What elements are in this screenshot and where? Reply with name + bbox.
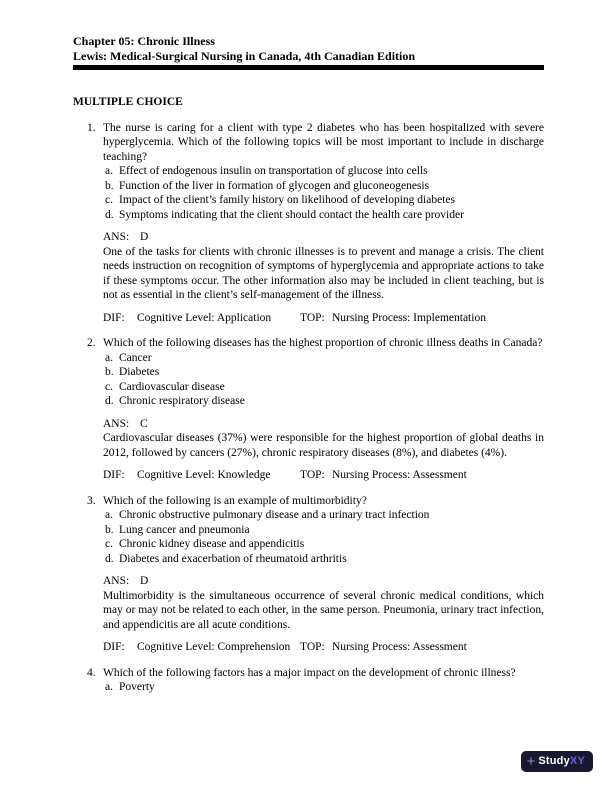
option-text: Effect of endogenous insulin on transportation of glucose into cells	[119, 165, 428, 177]
option-text: Chronic respiratory disease	[119, 395, 245, 407]
option-row	[103, 365, 544, 380]
answer-line	[103, 574, 544, 589]
question-number: 4.	[87, 666, 96, 679]
dif-top-line	[103, 640, 544, 655]
answer-value: D	[140, 231, 149, 243]
section-heading: MULTIPLE CHOICE	[73, 96, 183, 108]
option-row	[103, 164, 544, 179]
question-stem: Which of the following is an example of multimorbidity?	[103, 494, 367, 507]
dif-label: DIF:	[103, 311, 125, 324]
option-letter: b.	[105, 179, 114, 192]
header-rule	[73, 65, 544, 70]
question-stem: The nurse is caring for a client with type 2 diabetes who has been hospitalized with severe hyperglycemia. Which of the following topics will be most important to include in discharge teaching?	[103, 121, 544, 163]
question-stem: Which of the following factors has a major impact on the development of chronic illness?	[103, 666, 516, 679]
option-text: Impact of the client’s family history on likelihood of developing diabetes	[119, 194, 455, 206]
rationale-text: Multimorbidity is the simultaneous occurrence of several chronic medical conditions, which may or may not be related to each other, in the same person. Pneumonia, urinary tract infection, and appendicitis are all acute conditions.	[103, 589, 544, 631]
option-row	[103, 680, 544, 695]
option-letter: a.	[105, 165, 113, 177]
answer-line	[103, 230, 544, 245]
top-label: TOP:	[300, 469, 325, 481]
option-letter: d.	[105, 208, 114, 221]
answer-label: ANS:	[103, 575, 130, 587]
option-text: Diabetes and exacerbation of rheumatoid arthritis	[119, 552, 347, 565]
option-letter: c.	[105, 194, 113, 206]
plus-icon: +	[526, 752, 536, 770]
option-letter: d.	[105, 395, 114, 407]
option-text: Poverty	[119, 681, 155, 693]
option-row	[103, 537, 544, 552]
question-stem: Which of the following diseases has the highest proportion of chronic illness deaths in Canada?	[103, 337, 543, 349]
option-text: Function of the liver in formation of glycogen and gluconeogenesis	[119, 179, 430, 192]
answer-label: ANS:	[103, 417, 130, 430]
option-row	[103, 351, 544, 366]
option-row	[103, 380, 544, 395]
question-3	[73, 494, 544, 655]
dif-top-line	[103, 311, 544, 326]
top-value: Nursing Process: Assessment	[332, 641, 467, 653]
chapter-title: Chapter 05: Chronic Illness	[73, 34, 215, 48]
option-row	[103, 208, 544, 223]
option-letter: d.	[105, 552, 114, 565]
dif-top-line	[103, 468, 544, 483]
answer-line	[103, 417, 544, 432]
question-number: 2.	[87, 337, 96, 349]
dif-value: Cognitive Level: Knowledge	[137, 469, 271, 481]
option-row	[103, 179, 544, 194]
option-text: Diabetes	[119, 366, 160, 378]
option-letter: a.	[105, 681, 113, 693]
option-letter: c.	[105, 538, 113, 550]
question-number: 1.	[87, 121, 96, 134]
option-text: Symptoms indicating that the client should contact the health care provider	[119, 208, 464, 221]
top-label: TOP:	[300, 311, 325, 324]
answer-value: C	[140, 417, 148, 430]
answer-label: ANS:	[103, 231, 130, 243]
option-text: Cardiovascular disease	[119, 380, 225, 393]
option-text: Chronic kidney disease and appendicitis	[119, 538, 305, 550]
option-row	[103, 523, 544, 538]
dif-value: Cognitive Level: Comprehension	[137, 641, 291, 653]
question-4	[73, 666, 544, 695]
page-header	[73, 34, 544, 63]
question-1	[73, 121, 544, 326]
top-value: Nursing Process: Implementation	[332, 311, 486, 324]
answer-value: D	[140, 575, 149, 587]
question-number: 3.	[87, 494, 96, 507]
rationale-text: One of the tasks for clients with chronic illnesses is to prevent and manage a crisis. The client needs instruction on recognition of symptoms of hyperglycemia and appropriate actions to take if these symptoms occur. The other information also may be included in client teaching, but is not as essential in the client’s self-management of the illness.	[103, 245, 544, 301]
brand-xy-text: XY	[569, 755, 585, 768]
option-letter: a.	[105, 351, 113, 364]
question-2	[73, 336, 544, 483]
option-row	[103, 508, 544, 523]
studyxy-badge	[521, 751, 593, 772]
option-text: Chronic obstructive pulmonary disease and a urinary tract infection	[119, 509, 430, 521]
dif-label: DIF:	[103, 469, 125, 481]
rationale-text: Cardiovascular diseases (37%) were responsible for the highest proportion of global deaths in 2012, followed by cancers (27%), chronic respiratory diseases (8%), and diabetes (4%).	[103, 432, 544, 459]
book-title: Lewis: Medical-Surgical Nursing in Canada, 4th Canadian Edition	[73, 48, 416, 63]
option-row	[103, 193, 544, 208]
top-value: Nursing Process: Assessment	[332, 469, 467, 481]
top-label: TOP:	[300, 641, 325, 653]
option-row	[103, 394, 544, 409]
option-text: Lung cancer and pneumonia	[119, 523, 250, 536]
option-row	[103, 552, 544, 567]
option-letter: b.	[105, 366, 114, 378]
option-letter: c.	[105, 380, 113, 393]
dif-label: DIF:	[103, 641, 125, 653]
option-text: Cancer	[119, 351, 152, 364]
option-letter: b.	[105, 523, 114, 536]
dif-value: Cognitive Level: Application	[137, 311, 272, 324]
option-letter: a.	[105, 509, 113, 521]
brand-study-text: Study	[538, 755, 570, 768]
